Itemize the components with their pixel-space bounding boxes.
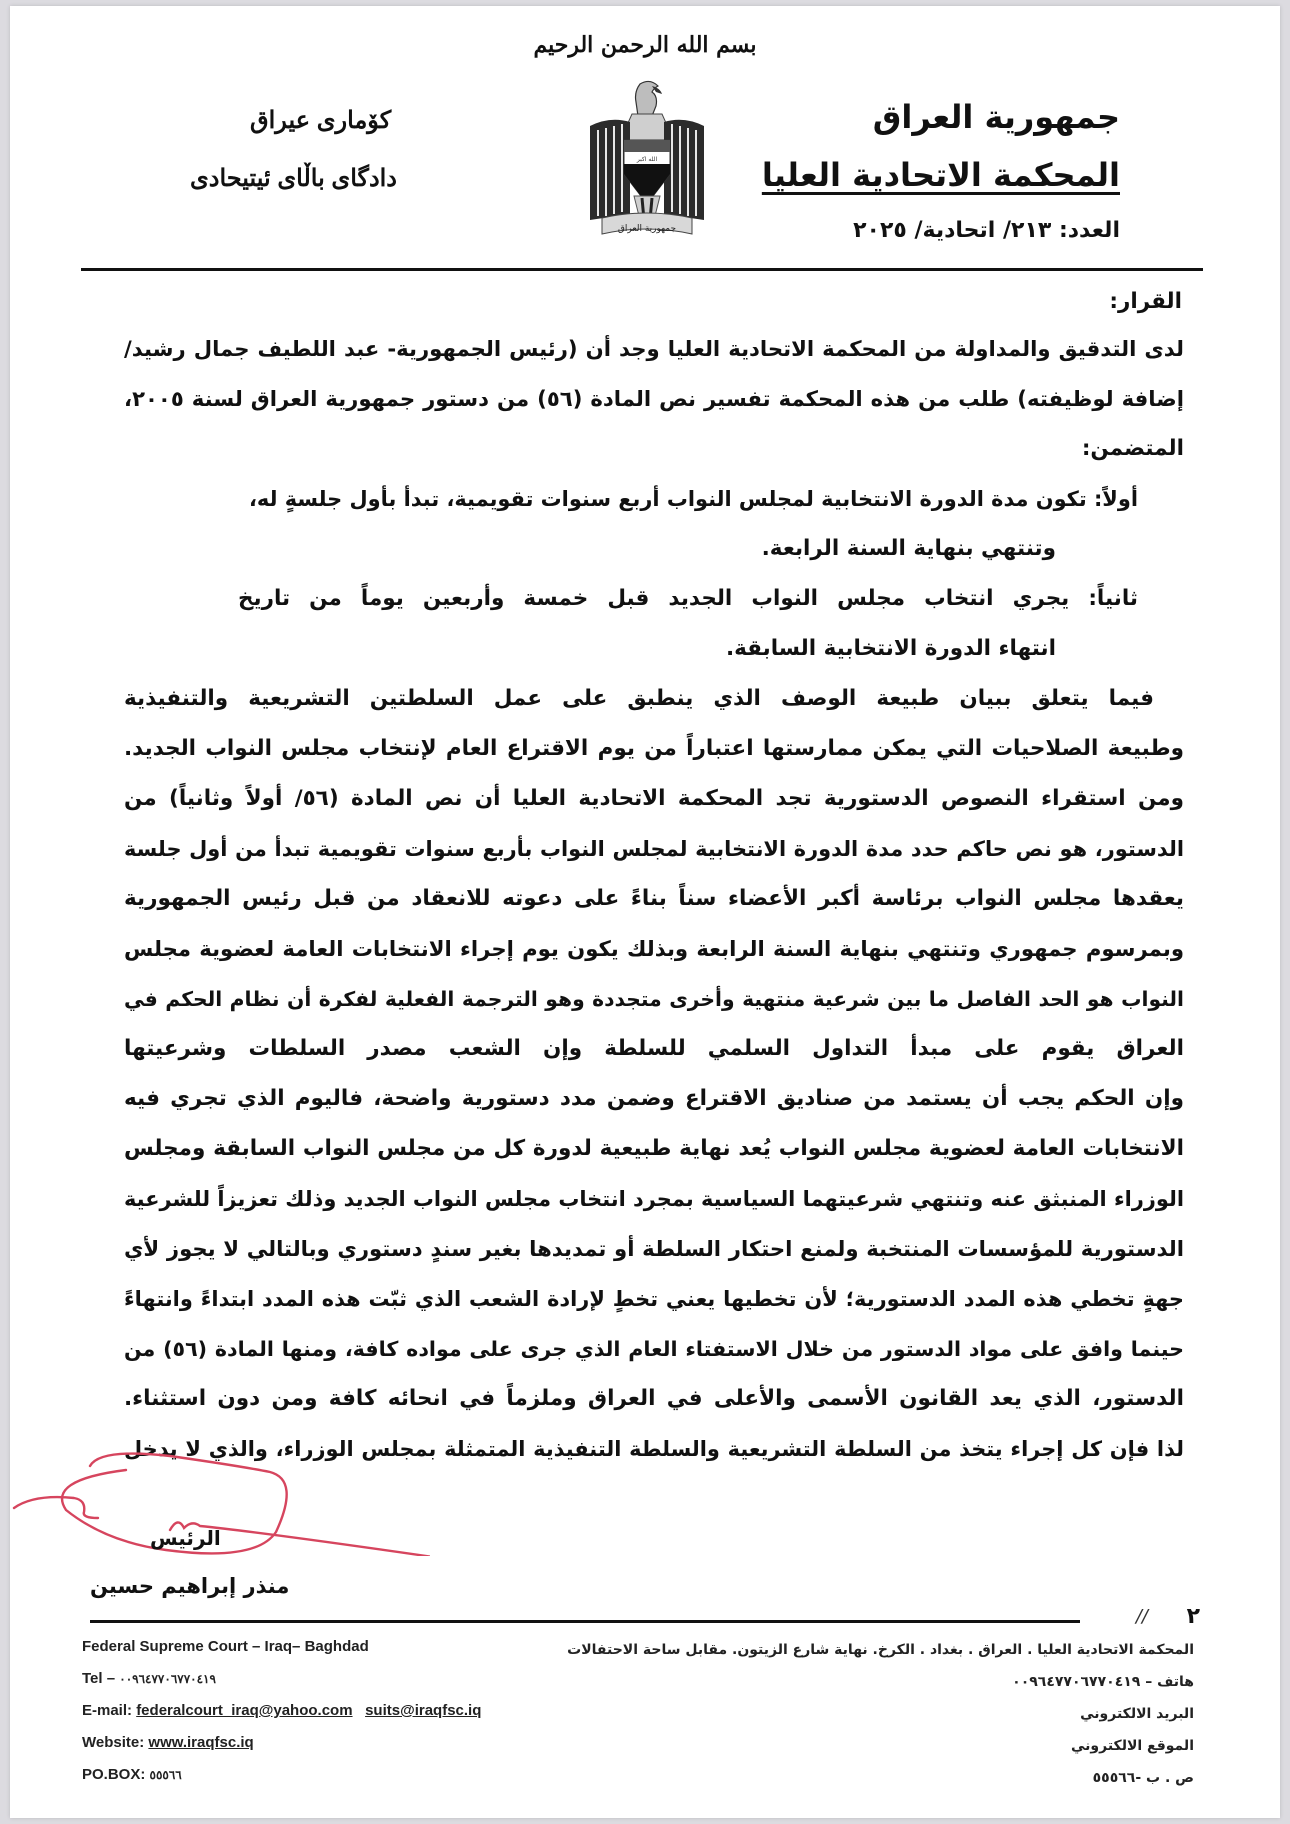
email-link-yahoo[interactable]: federalcourt_iraq@yahoo.com [136,1702,353,1719]
header-divider [81,268,1203,271]
paragraph-reasoning [124,674,1184,1474]
header-republic-kurdish: كۆمارى عيراق [250,107,392,134]
footer-address-en: Federal Supreme Court – Iraq– Baghdad [82,1638,369,1655]
pobox-label: PO.BOX: [82,1766,146,1783]
pobox-value: ٥٥٥٦٦ [149,1768,182,1782]
clause-first [238,474,1138,574]
text-line: وتنتهي بنهاية السنة الرابعة. [761,536,1056,561]
decision-label: القرار: [1109,289,1182,314]
text-line: حينما وافق على مواد الدستور من خلال الاستفتاء العام الذي جرى على مواده كافة، ومنها المادة (٥٦) من [124,1337,1184,1361]
footer-phone-ar: هاتف – ٠٠٩٦٤٧٧٠٦٧٧٠٤١٩ [1012,1674,1194,1690]
website-label: Website: [82,1734,145,1751]
emblem-flag-text: الله اكبر [636,156,658,163]
text-line: الدستورية للمؤسسات المنتخبة ولمنع احتكار السلطة أو تمديدها بغير سندٍ دستوري وبالتالي لا يجوز لأي [124,1236,1184,1261]
text-line: الوزراء المنبثق عنه وتنتهي شرعيتهما السياسية بمجرد انتخاب مجلس النواب الجديد وذلك تعزيزاً للشرعية [124,1187,1184,1211]
footer-pobox-ar: ص . ب -٥٥٥٦٦ [1092,1770,1194,1786]
text-line: الدستور، الذي يعد القانون الأسمى والأعلى في العراق وملزماً في انحائه كافة ومن دون استثناء. [124,1386,1184,1411]
email-label: E-mail: [82,1702,133,1719]
text-line: أولاً: تكون مدة الدورة الانتخابية لمجلس النواب أربع سنوات تقويمية، تبدأ بأول جلسةٍ له، [249,487,1138,511]
text-line: الانتخابات العامة لعضوية مجلس النواب يُعد نهاية طبيعية لدورة كل من مجلس النواب السابقة ومجلس [124,1136,1184,1161]
email-link-suits[interactable]: suits@iraqfsc.iq [365,1702,482,1719]
text-line: يعقدها مجلس النواب برئاسة أكبر الأعضاء سناً بناءً على دعوته للانعقاد من قبل رئيس الجمهورية [124,886,1184,911]
text-line: ثانياً: يجري انتخاب مجلس النواب الجديد قبل خمسة وأربعين يوماً من تاريخ [238,586,1138,611]
text-line: ومن استقراء النصوص الدستورية تجد المحكمة الاتحادية العليا أن نص المادة (٥٦/ أولاً وثانياً) من [124,786,1184,811]
footer-divider [90,1620,1080,1623]
footer-address-ar: المحكمة الاتحادية العليا . العراق . بغداد . الكرخ. نهاية شارع الزيتون. مقابل ساحة الاحتفالات [567,1642,1194,1658]
page-number: ٢ [1186,1604,1200,1629]
text-line: انتهاء الدورة الانتخابية السابقة. [725,636,1056,661]
text-line: جهةٍ تخطي هذه المدد الدستورية؛ لأن تخطيها يعني تخطٍ لإرادة الشعب الذي ثبّت هذه المدد ابتداءً وانتهاءً [124,1287,1184,1311]
header-court-arabic: المحكمة الاتحادية العليا [761,156,1120,194]
website-link[interactable]: www.iraqfsc.iq [148,1734,254,1751]
tel-value: ٠٠٩٦٤٧٧٠٦٧٧٠٤١٩ [119,1672,216,1686]
clause-second [238,574,1138,674]
footer-pobox-en [82,1766,182,1783]
text-line: فيما يتعلق ببيان طبيعة الوصف الذي ينطبق على عمل السلطتين التشريعية والتنفيذية [124,686,1154,711]
footer-website-ar: الموقع الالكتروني [1071,1738,1194,1754]
footer-website-en [82,1734,254,1751]
text-line: النواب هو الحد الفاصل ما بين شرعية منتهية وأخرى متجددة وهو الترجمة الفعلية لفكرة أن نظام الحكم في [124,987,1184,1011]
footer-email-ar: البريد الالكتروني [1080,1706,1194,1722]
footer-email-en [82,1702,481,1719]
iraq-emblem-icon [582,78,712,242]
tel-label: Tel – [82,1670,116,1687]
text-line: الدستور، هو نص حاكم حدد مدة الدورة الانتخابية لمجلس النواب بأربع سنوات تقويمية تبدأ من أول جلسة [124,837,1184,861]
header-republic-arabic: جمهورية العراق [872,98,1120,136]
reference-number: العدد: ٢١٣/ اتحادية/ ٢٠٢٥ [853,218,1120,243]
signatory-name: منذر إبراهيم حسين [90,1574,290,1598]
text-line: وبمرسوم جمهوري وتنتهي بنهاية السنة الرابعة وبذلك يكون يوم إجراء الانتخابات العامة لعضوية مجلس [124,936,1184,961]
text-line: العراق يقوم على مبدأ التداول السلمي للسلطة وإن الشعب مصدر السلطات وشرعيتها [124,1036,1184,1061]
footer-tel-en [82,1670,216,1687]
paragraph-intro [124,324,1184,474]
emblem-caption: جمهورية العراق [617,224,677,234]
text-line: إضافة لوظيفته) طلب من هذه المحكمة تفسير نص المادة (٥٦) من دستور جمهورية العراق لسنة ٢٠٠٥، [124,386,1184,411]
signatory-title: الرئيس [150,1526,221,1550]
document-page [10,6,1280,1818]
basmala: بسم الله الرحمن الرحيم [533,32,757,58]
text-line: وطبيعة الصلاحيات التي يمكن ممارستها اعتباراً من يوم الاقتراع العام لإنتخاب مجلس النواب الجديد. [124,736,1184,761]
text-line: لدى التدقيق والمداولة من المحكمة الاتحادية العليا وجد أن (رئيس الجمهورية- عبد اللطيف جمال رشيد/ [124,336,1184,361]
header-court-kurdish: دادگای باڵای ئیتیحادی [190,165,397,192]
text-line: وإن الحكم يجب أن يستمد من صناديق الاقتراع وضمن مدد دستورية واضحة، فاليوم الذي تجري فيه [124,1086,1184,1111]
text-line: لذا فإن كل إجراء يتخذ من السلطة التشريعية والسلطة التنفيذية المتمثلة بمجلس الوزراء، والذي لا يدخل [124,1437,1184,1461]
continuation-mark: // [1135,1606,1148,1627]
text-line: المتضمن: [1081,436,1184,461]
